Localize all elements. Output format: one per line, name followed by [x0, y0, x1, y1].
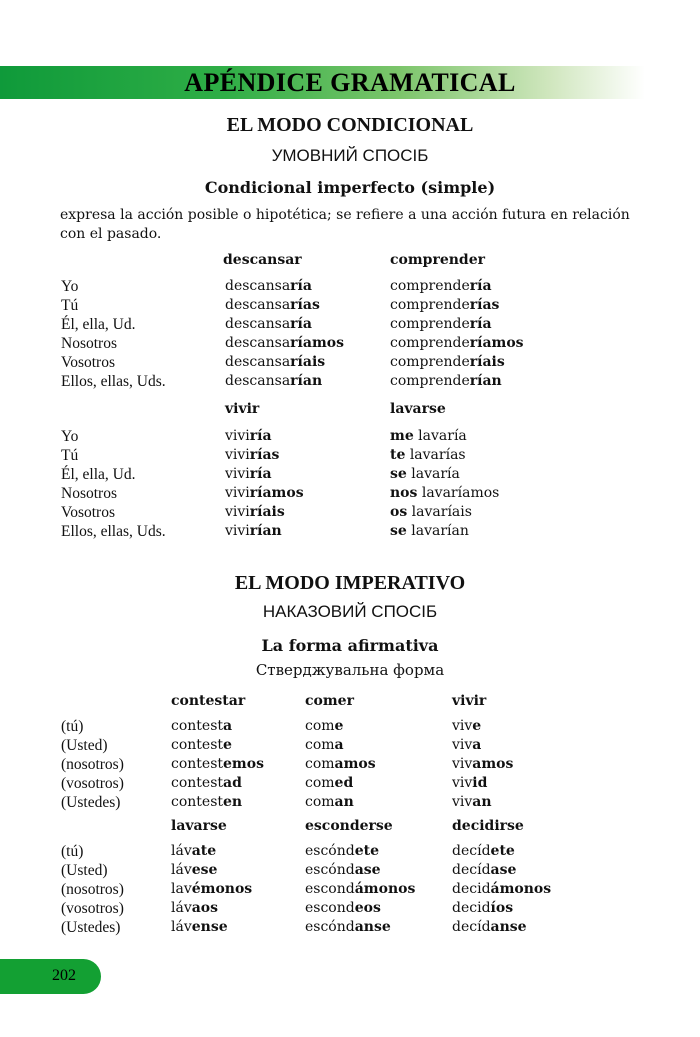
conjugated-form [225, 334, 344, 353]
table-row [0, 793, 700, 812]
verb-header-lavarse-imp: lavarse [171, 818, 227, 834]
verb-header-vivir: vivir [225, 401, 260, 417]
form-stem: descansa [225, 297, 291, 313]
conjugated-form [171, 774, 242, 793]
form-ending: ría [249, 428, 272, 444]
conjugated-form [305, 861, 381, 880]
form-rest: lavaría [413, 428, 467, 444]
form-ending: ríais [249, 504, 285, 520]
form-ending: rían [249, 523, 282, 539]
conjugated-form [225, 372, 322, 391]
form-stem: vivi [225, 504, 250, 520]
pronoun: Él, ella, Ud. [61, 466, 136, 483]
form-ending: amos [334, 756, 376, 772]
conjugated-form [452, 861, 516, 880]
form-stem: descansa [225, 373, 291, 389]
table-row [0, 503, 700, 522]
pronoun: (Usted) [61, 737, 108, 754]
conjugated-form [390, 446, 466, 465]
conjugated-form [452, 755, 513, 774]
form-stem: láv [171, 862, 192, 878]
form-ending: emos [223, 756, 264, 772]
conjugated-form [390, 277, 492, 296]
conjugated-form [452, 793, 492, 812]
table-row [0, 842, 700, 861]
form-rest: lavarías [405, 447, 466, 463]
pronoun: Vosotros [61, 504, 115, 521]
conjugated-form [452, 736, 481, 755]
pronoun: Yo [61, 278, 79, 295]
pronoun: (Usted) [61, 862, 108, 879]
table-row [0, 296, 700, 315]
imperative-title-ua: НАКАЗОВИЙ СПОСІБ [262, 602, 438, 621]
pronoun: (Ustedes) [61, 794, 121, 811]
form-ending: ámonos [354, 881, 416, 897]
pronoun: (vosotros) [61, 900, 124, 917]
conjugated-form [225, 522, 282, 541]
form-pronoun: se [390, 523, 407, 539]
pronoun: Ellos, ellas, Uds. [61, 523, 166, 540]
verb-header-contestar: contestar [171, 693, 246, 709]
conjugated-form [225, 353, 325, 372]
conjugated-form [171, 717, 232, 736]
conjugated-form [390, 353, 505, 372]
form-ending: ríamos [469, 335, 524, 351]
form-ending: anse [354, 919, 391, 935]
conjugated-form [390, 503, 472, 522]
verb-header-lavarse: lavarse [390, 401, 446, 417]
conjugated-form [305, 793, 354, 812]
form-stem: contest [171, 756, 224, 772]
conditional-table-2 [0, 427, 700, 541]
form-pronoun: se [390, 466, 407, 482]
form-rest: lavaría [406, 466, 460, 482]
form-stem: comprende [390, 354, 470, 370]
conjugated-form [225, 503, 285, 522]
verb-header-esconderse: esconderse [305, 818, 393, 834]
form-stem: láv [171, 843, 192, 859]
form-stem: decid [452, 881, 491, 897]
conjugated-form [390, 484, 499, 503]
conditional-description: expresa la acción posible o hipotética; se refiere a una acción futura en relación con el pasado. [60, 207, 630, 242]
form-stem: escond [305, 881, 355, 897]
form-stem: contest [171, 737, 224, 753]
pronoun: Nosotros [61, 335, 117, 352]
verb-header-decidirse: decidirse [452, 818, 524, 834]
conjugated-form [171, 880, 252, 899]
form-stem: com [305, 756, 335, 772]
form-ending: an [472, 794, 492, 810]
conjugated-form [452, 880, 551, 899]
form-ending: rían [290, 373, 323, 389]
form-stem: contest [171, 718, 224, 734]
form-stem: comprende [390, 278, 470, 294]
conjugated-form [171, 736, 232, 755]
form-ending: ámonos [490, 881, 552, 897]
conjugated-form [171, 918, 228, 937]
pronoun: Yo [61, 428, 79, 445]
form-ending: rían [469, 373, 502, 389]
form-stem: lav [171, 881, 192, 897]
form-ending: rías [469, 297, 500, 313]
conjugated-form [452, 899, 513, 918]
form-stem: escónd [305, 843, 355, 859]
form-ending: ate [191, 843, 217, 859]
verb-header-comprender: comprender [390, 252, 485, 268]
conjugated-form [171, 755, 264, 774]
conjugated-form [171, 793, 242, 812]
form-ending: rías [290, 297, 320, 313]
form-stem: com [305, 737, 335, 753]
conjugated-form [452, 918, 527, 937]
conjugated-form [452, 774, 487, 793]
conjugated-form [390, 427, 467, 446]
conjugated-form [305, 755, 376, 774]
conditional-title-ua: УМОВНИЙ СПОСІБ [271, 146, 429, 165]
table-row [0, 353, 700, 372]
conjugated-form [171, 842, 216, 861]
conditional-subtitle: Condicional imperfecto (simple) [204, 178, 496, 197]
conjugated-form [225, 277, 312, 296]
form-ending: ría [469, 278, 492, 294]
form-rest: lavarían [406, 523, 469, 539]
conjugated-form [390, 315, 492, 334]
pronoun: (tú) [61, 843, 84, 860]
conjugated-form [452, 717, 481, 736]
conjugated-form [390, 465, 460, 484]
form-ending: e [223, 737, 232, 753]
form-ending: a [334, 737, 344, 753]
table-row [0, 774, 700, 793]
verb-header-vivir-imp: vivir [452, 693, 487, 709]
form-ending: ase [490, 862, 517, 878]
form-stem: descansa [225, 316, 291, 332]
appendix-title: APÉNDICE GRAMATICAL [184, 68, 516, 97]
conjugated-form [305, 918, 391, 937]
form-stem: contest [171, 794, 224, 810]
form-ending: ad [223, 775, 242, 791]
conditional-title: EL MODO CONDICIONAL [226, 114, 474, 136]
form-ending: ría [249, 466, 272, 482]
imperative-subtitle: La forma afirmativa [261, 636, 439, 655]
table-row [0, 755, 700, 774]
table-row [0, 427, 700, 446]
form-stem: com [305, 718, 335, 734]
verb-header-descansar: descansar [223, 252, 302, 268]
conjugated-form [452, 842, 515, 861]
imperative-subtitle-ua: Стверджувальна форма [255, 661, 445, 679]
page-number: 202 [52, 967, 76, 984]
form-ending: e [472, 718, 482, 734]
conjugated-form [225, 315, 312, 334]
pronoun: Él, ella, Ud. [61, 316, 136, 333]
form-stem: vivi [225, 428, 250, 444]
form-ending: en [223, 794, 243, 810]
form-ending: ría [290, 278, 312, 294]
table-row [0, 277, 700, 296]
form-stem: viv [452, 737, 473, 753]
pronoun: Nosotros [61, 485, 117, 502]
conjugated-form [225, 484, 304, 503]
form-pronoun: te [390, 447, 406, 463]
form-ending: an [334, 794, 354, 810]
pronoun: (tú) [61, 718, 84, 735]
page-number-tab [0, 959, 101, 994]
form-ending: ese [191, 862, 218, 878]
form-stem: descansa [225, 335, 291, 351]
pronoun: (nosotros) [61, 881, 124, 898]
form-stem: comprende [390, 373, 470, 389]
conjugated-form [225, 465, 272, 484]
form-stem: decíd [452, 843, 491, 859]
form-ending: eos [354, 900, 381, 916]
pronoun: Ellos, ellas, Uds. [61, 373, 166, 390]
table-row [0, 736, 700, 755]
form-ending: ete [490, 843, 515, 859]
pronoun: Tú [61, 447, 79, 464]
form-stem: vivi [225, 485, 250, 501]
table-row [0, 372, 700, 391]
conjugated-form [305, 717, 343, 736]
form-ending: ría [290, 316, 312, 332]
form-ending: ríamos [290, 335, 344, 351]
table-row [0, 315, 700, 334]
form-ending: e [334, 718, 344, 734]
form-stem: decíd [452, 919, 491, 935]
form-stem: viv [452, 775, 473, 791]
form-stem: descansa [225, 354, 291, 370]
conjugated-form [305, 899, 381, 918]
conjugated-form [390, 522, 469, 541]
form-stem: descansa [225, 278, 291, 294]
form-stem: vivi [225, 523, 250, 539]
conjugated-form [171, 899, 218, 918]
table-row [0, 484, 700, 503]
form-ending: ríais [469, 354, 505, 370]
form-stem: contest [171, 775, 224, 791]
form-stem: vivi [225, 466, 250, 482]
conjugated-form [390, 296, 499, 315]
form-ending: rías [249, 447, 280, 463]
form-stem: láv [171, 900, 192, 916]
pronoun: Vosotros [61, 354, 115, 371]
conjugated-form [225, 446, 279, 465]
conjugated-form [305, 842, 379, 861]
pronoun: (vosotros) [61, 775, 124, 792]
form-stem: viv [452, 756, 473, 772]
form-stem: decíd [452, 862, 491, 878]
form-ending: ed [334, 775, 354, 791]
form-stem: comprende [390, 316, 470, 332]
imperative-table-1 [0, 717, 700, 812]
table-row [0, 918, 700, 937]
form-stem: escónd [305, 862, 355, 878]
conjugated-form [225, 427, 272, 446]
imperative-table-2 [0, 842, 700, 937]
conditional-table-1 [0, 277, 700, 391]
form-stem: vivi [225, 447, 250, 463]
form-stem: láv [171, 919, 192, 935]
imperative-title: EL MODO IMPERATIVO [234, 572, 466, 594]
table-row [0, 717, 700, 736]
table-row [0, 899, 700, 918]
conjugated-form [225, 296, 320, 315]
form-ending: ete [354, 843, 379, 859]
form-ending: ase [354, 862, 381, 878]
form-ending: aos [191, 900, 219, 916]
conjugated-form [171, 861, 217, 880]
conjugated-form [390, 372, 502, 391]
form-ending: a [472, 737, 482, 753]
form-ending: émonos [191, 881, 253, 897]
form-stem: decid [452, 900, 491, 916]
form-pronoun: os [390, 504, 408, 520]
form-rest: lavaríais [407, 504, 472, 520]
form-stem: com [305, 775, 335, 791]
conjugated-form [305, 880, 415, 899]
form-ending: amos [472, 756, 514, 772]
table-row [0, 861, 700, 880]
conjugated-form [305, 774, 353, 793]
form-stem: viv [452, 794, 473, 810]
verb-header-comer: comer [305, 693, 354, 709]
form-stem: comprende [390, 297, 470, 313]
table-row [0, 334, 700, 353]
conjugated-form [305, 736, 344, 755]
table-row [0, 465, 700, 484]
form-ending: anse [490, 919, 527, 935]
form-ending: ríais [290, 354, 326, 370]
form-stem: viv [452, 718, 473, 734]
form-pronoun: me [390, 428, 414, 444]
table-row [0, 522, 700, 541]
form-ending: id [472, 775, 488, 791]
form-ending: ríamos [249, 485, 304, 501]
table-row [0, 880, 700, 899]
table-row [0, 446, 700, 465]
form-stem: escónd [305, 919, 355, 935]
form-stem: comprende [390, 335, 470, 351]
pronoun: Tú [61, 297, 79, 314]
pronoun: (Ustedes) [61, 919, 121, 936]
form-stem: com [305, 794, 335, 810]
conjugated-form [390, 334, 524, 353]
pronoun: (nosotros) [61, 756, 124, 773]
form-stem: escond [305, 900, 355, 916]
form-ending: ría [469, 316, 492, 332]
form-ending: a [223, 718, 233, 734]
form-rest: lavaríamos [417, 485, 500, 501]
form-ending: ense [191, 919, 228, 935]
form-pronoun: nos [390, 485, 418, 501]
form-ending: íos [490, 900, 514, 916]
